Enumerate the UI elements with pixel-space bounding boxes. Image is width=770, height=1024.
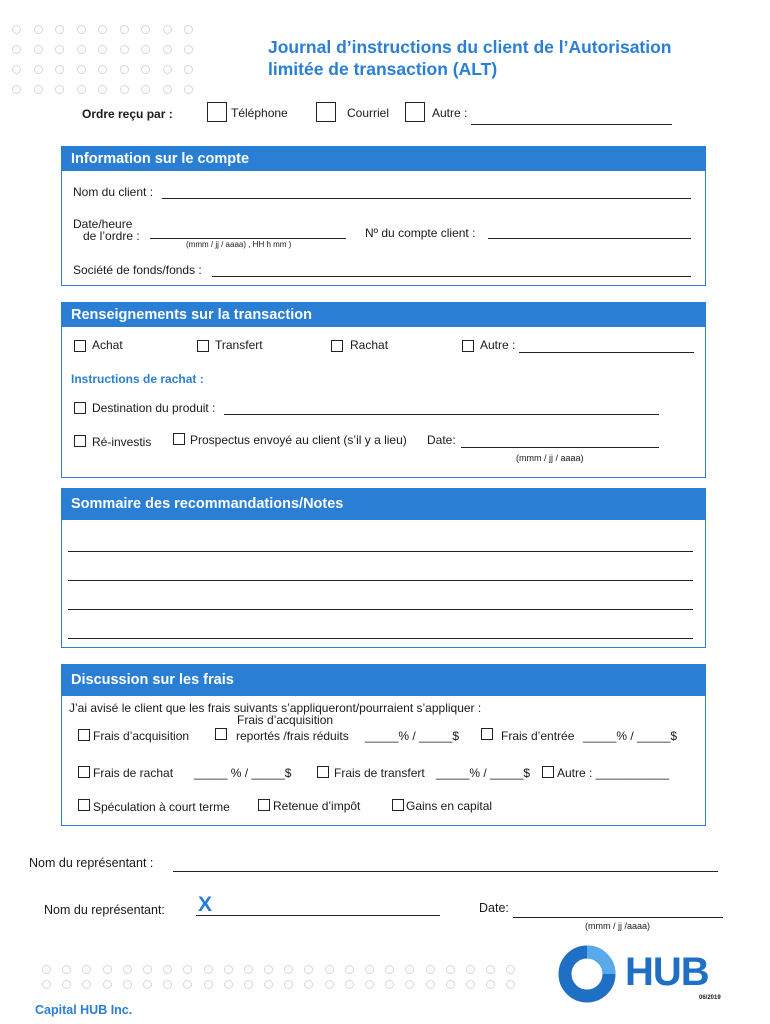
decorative-dot — [34, 65, 43, 74]
decorative-dot — [183, 965, 192, 974]
rep-date-hint: (mmm / jj /aaaa) — [585, 921, 651, 931]
decorative-dot — [204, 980, 213, 989]
transfer-label: Transfert — [215, 338, 263, 352]
decorative-dot — [103, 965, 112, 974]
decorative-dot — [98, 85, 107, 94]
account-number-field[interactable] — [488, 238, 691, 239]
decorative-dot — [304, 965, 313, 974]
deferred-fee-label-top: Frais d’acquisition — [237, 713, 334, 727]
decorative-dot — [34, 45, 43, 54]
short-term-label: Spéculation à court terme — [93, 800, 230, 814]
decorative-dot — [284, 980, 293, 989]
decorative-dot — [82, 980, 91, 989]
decorative-dot — [184, 45, 193, 54]
rep-name-field[interactable] — [173, 871, 718, 872]
decorative-dot — [345, 965, 354, 974]
fund-company-field[interactable] — [212, 276, 691, 277]
prospectus-date-label: Date: — [427, 433, 456, 447]
prospectus-date-hint: (mmm / jj / aaaa) — [516, 453, 584, 463]
decorative-dot — [62, 965, 71, 974]
acquisition-fee-checkbox[interactable] — [78, 729, 90, 741]
purchase-label: Achat — [92, 338, 123, 352]
decorative-dot — [77, 65, 86, 74]
account-number-label: Nº du compte client : — [365, 226, 476, 240]
decorative-dot — [365, 980, 374, 989]
entry-fee-label: Frais d’entrée — [501, 729, 575, 743]
deferred-fee-label-bottom: reportés /frais réduits — [236, 729, 349, 743]
decorative-dot — [77, 25, 86, 34]
decorative-dot — [244, 980, 253, 989]
capital-gains-checkbox[interactable] — [392, 799, 404, 811]
decorative-dot — [82, 965, 91, 974]
entry-fee-checkbox[interactable] — [481, 728, 493, 740]
transfer-fee-amount[interactable]: _____% / _____$ — [436, 766, 531, 780]
decorative-dot — [204, 965, 213, 974]
decorative-dot — [77, 45, 86, 54]
email-checkbox[interactable] — [316, 102, 336, 122]
decorative-dot — [55, 85, 64, 94]
rep-signature-field[interactable] — [196, 915, 440, 916]
form-version: 06/2019 — [699, 995, 721, 1001]
redemption-fee-amount[interactable]: _____ % / _____$ — [194, 766, 292, 780]
phone-checkbox[interactable] — [207, 102, 227, 122]
decorative-dot — [264, 965, 273, 974]
decorative-dot — [62, 980, 71, 989]
transaction-section-header: Renseignements sur la transaction — [62, 303, 705, 327]
decorative-dot — [506, 980, 515, 989]
other-transaction-field[interactable] — [519, 352, 694, 353]
decorative-dot — [141, 45, 150, 54]
order-date-label-1: Date/heure — [73, 217, 133, 231]
decorative-dot — [385, 965, 394, 974]
order-date-hint: (mmm / jj / aaaa) , HH h mm ) — [186, 240, 292, 249]
decorative-dot — [12, 45, 21, 54]
decorative-dot — [325, 965, 334, 974]
decorative-dot — [55, 25, 64, 34]
decorative-dot — [143, 965, 152, 974]
client-name-label: Nom du client : — [73, 185, 154, 199]
decorative-dot — [12, 85, 21, 94]
prospectus-checkbox[interactable] — [173, 433, 185, 445]
redemption-instructions-title: Instructions de rachat : — [71, 372, 204, 386]
fees-section-header: Discussion sur les frais — [62, 665, 705, 696]
decorative-dot — [12, 65, 21, 74]
decorative-dot — [385, 980, 394, 989]
decorative-dot — [284, 965, 293, 974]
decorative-dot — [77, 85, 86, 94]
email-label: Courriel — [347, 106, 390, 120]
decorative-dot — [466, 980, 475, 989]
notes-line-2[interactable] — [68, 580, 693, 581]
decorative-dot — [34, 25, 43, 34]
decorative-dot — [42, 980, 51, 989]
acquisition-fee-label: Frais d’acquisition — [93, 729, 190, 743]
other-transaction-label: Autre : — [480, 338, 516, 352]
decorative-dot — [98, 25, 107, 34]
client-name-field[interactable] — [162, 198, 691, 199]
order-received-label: Ordre reçu par : — [82, 107, 173, 121]
withholding-label: Retenue d’impôt — [273, 799, 361, 813]
decorative-dot — [163, 65, 172, 74]
fees-intro: J’ai avisé le client que les frais suivants s’appliqueront/pourraient s’appliquer : — [69, 701, 482, 715]
decorative-dot — [183, 980, 192, 989]
decorative-dot — [325, 980, 334, 989]
purchase-checkbox[interactable] — [74, 340, 86, 352]
deferred-fee-checkbox[interactable] — [215, 728, 227, 740]
capital-gains-label: Gains en capital — [406, 799, 493, 813]
other-fee-checkbox[interactable] — [542, 766, 554, 778]
transfer-fee-checkbox[interactable] — [317, 766, 329, 778]
redemption-fee-checkbox[interactable] — [78, 766, 90, 778]
rep-signature-label: Nom du représentant: — [44, 903, 165, 917]
decorative-dot — [120, 45, 129, 54]
dot-pattern-top — [12, 25, 206, 94]
destination-label: Destination du produit : — [92, 401, 216, 415]
decorative-dot — [163, 980, 172, 989]
decorative-dot — [486, 980, 495, 989]
short-term-checkbox[interactable] — [78, 799, 90, 811]
destination-checkbox[interactable] — [74, 402, 86, 414]
decorative-dot — [120, 65, 129, 74]
rep-date-label: Date: — [479, 901, 509, 915]
other-order-field[interactable] — [471, 124, 672, 125]
transaction-section — [61, 302, 706, 478]
order-date-label-2: de l’ordre : — [83, 229, 140, 243]
decorative-dot — [123, 980, 132, 989]
decorative-dot — [163, 85, 172, 94]
decorative-dot — [264, 980, 273, 989]
decorative-dot — [120, 85, 129, 94]
summary-section-header: Sommaire des recommandations/Notes — [62, 489, 705, 520]
deferred-fee-amount[interactable]: _____% / _____$ — [365, 729, 460, 743]
decorative-dot — [34, 85, 43, 94]
decorative-dot — [365, 965, 374, 974]
decorative-dot — [184, 85, 193, 94]
decorative-dot — [163, 965, 172, 974]
reinvested-label: Ré-investis — [92, 435, 152, 449]
decorative-dot — [163, 45, 172, 54]
hub-logo-text: HUB — [625, 950, 709, 994]
other-transaction-checkbox[interactable] — [462, 340, 474, 352]
withholding-checkbox[interactable] — [258, 799, 270, 811]
redemption-label: Rachat — [350, 338, 389, 352]
account-section-header: Information sur le compte — [62, 147, 705, 171]
decorative-dot — [466, 965, 475, 974]
decorative-dot — [446, 980, 455, 989]
decorative-dot — [141, 25, 150, 34]
destination-field[interactable] — [224, 414, 659, 415]
entry-fee-amount[interactable]: _____% / _____$ — [583, 729, 678, 743]
redemption-checkbox[interactable] — [331, 340, 343, 352]
signature-mark: X — [198, 893, 213, 916]
prospectus-date-field[interactable] — [461, 447, 659, 448]
rep-date-field[interactable] — [513, 917, 723, 918]
prospectus-label: Prospectus envoyé au client (s’il y a lieu) — [190, 433, 407, 447]
rep-name-label: Nom du représentant : — [29, 856, 154, 870]
decorative-dot — [184, 25, 193, 34]
decorative-dot — [405, 980, 414, 989]
order-date-field[interactable] — [150, 238, 346, 239]
hub-logo-mark-icon — [557, 944, 617, 1004]
decorative-dot — [224, 965, 233, 974]
notes-line-1[interactable] — [68, 551, 693, 552]
decorative-dot — [224, 980, 233, 989]
decorative-dot — [141, 65, 150, 74]
fund-company-label: Société de fonds/fonds : — [73, 263, 202, 277]
reinvested-checkbox[interactable] — [74, 435, 86, 447]
decorative-dot — [345, 980, 354, 989]
decorative-dot — [120, 25, 129, 34]
redemption-fee-label: Frais de rachat — [93, 766, 174, 780]
decorative-dot — [426, 965, 435, 974]
notes-line-4[interactable] — [68, 638, 693, 639]
decorative-dot — [304, 980, 313, 989]
title-line-1: Journal d’instructions du client de l’Autorisation — [268, 37, 672, 57]
decorative-dot — [42, 965, 51, 974]
document-title — [268, 36, 738, 80]
decorative-dot — [163, 25, 172, 34]
other-fee-label[interactable]: Autre : ___________ — [557, 766, 670, 780]
decorative-dot — [12, 25, 21, 34]
decorative-dot — [141, 85, 150, 94]
decorative-dot — [55, 65, 64, 74]
decorative-dot — [98, 45, 107, 54]
decorative-dot — [446, 965, 455, 974]
notes-line-3[interactable] — [68, 609, 693, 610]
transfer-checkbox[interactable] — [197, 340, 209, 352]
decorative-dot — [486, 965, 495, 974]
other-order-label: Autre : — [432, 106, 468, 120]
company-name: Capital HUB Inc. — [35, 1003, 133, 1017]
decorative-dot — [426, 980, 435, 989]
dot-pattern-bottom — [42, 965, 527, 989]
transfer-fee-label: Frais de transfert — [334, 766, 425, 780]
summary-section — [61, 488, 706, 648]
decorative-dot — [405, 965, 414, 974]
decorative-dot — [55, 45, 64, 54]
decorative-dot — [143, 980, 152, 989]
phone-label: Téléphone — [231, 106, 288, 120]
other-order-checkbox[interactable] — [405, 102, 425, 122]
decorative-dot — [103, 980, 112, 989]
decorative-dot — [244, 965, 253, 974]
decorative-dot — [184, 65, 193, 74]
decorative-dot — [506, 965, 515, 974]
title-line-2: limitée de transaction (ALT) — [268, 59, 498, 79]
decorative-dot — [123, 965, 132, 974]
decorative-dot — [98, 65, 107, 74]
